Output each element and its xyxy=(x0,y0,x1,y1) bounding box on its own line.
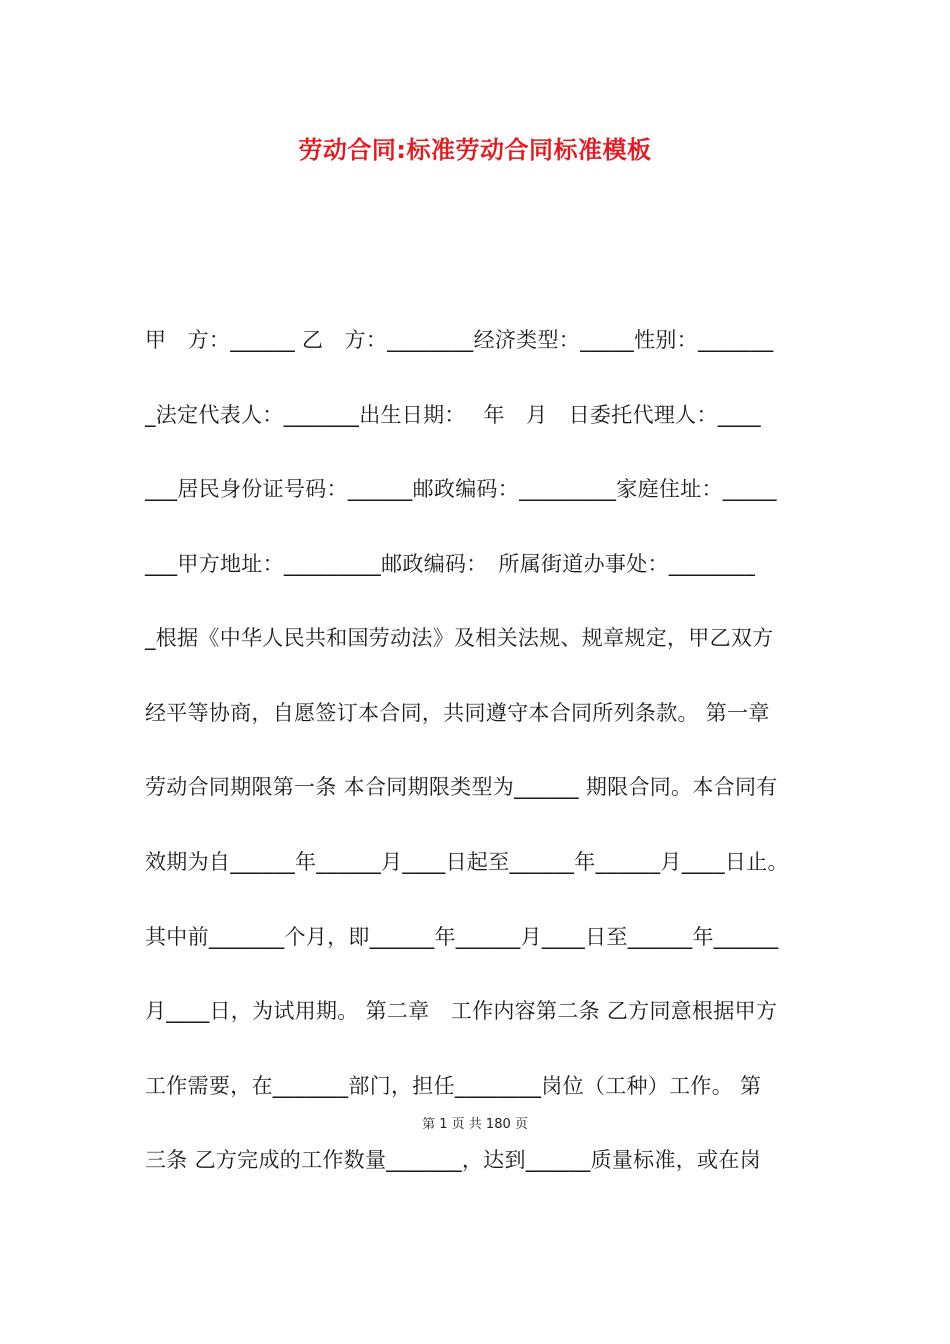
text-line: 月____日，为试用期。 第二章 工作内容第二条 乙方同意根据甲方 xyxy=(145,999,778,1023)
text-line: 经平等协商，自愿签订本合同，共同遵守本合同所列条款。 第一章 xyxy=(145,701,770,725)
text-line: ___居民身份证号码：______邮政编码：_________家庭住址：_____ xyxy=(145,477,777,501)
text-line: 工作需要，在_______部门，担任________岗位（工种）工作。 第 xyxy=(145,1074,762,1098)
text-line: 效期为自______年______月____日起至______年______月____日止。 xyxy=(145,850,789,874)
text-line: 三条 乙方完成的工作数量_______，达到______质量标准，或在岗 xyxy=(145,1148,761,1172)
document-title: 劳动合同:标准劳动合同标准模板 xyxy=(298,136,652,164)
text-line: _法定代表人：_______出生日期： 年 月 日委托代理人：____ xyxy=(145,403,761,427)
page-footer: 第 1 页 共 180 页 xyxy=(422,1117,528,1132)
text-line: 其中前_______个月，即______年______月____日至______年______ xyxy=(145,925,779,949)
text-line: _根据《中华人民共和国劳动法》及相关法规、规章规定，甲乙双方 xyxy=(145,626,774,650)
text-line: 甲 方：______ 乙 方：________经济类型：_____性别：_______ xyxy=(145,328,774,352)
text-line: ___甲方地址：_________邮政编码： 所属街道办事处：________ xyxy=(145,552,756,576)
text-line: 劳动合同期限第一条 本合同期限类型为______ 期限合同。本合同有 xyxy=(145,775,778,799)
